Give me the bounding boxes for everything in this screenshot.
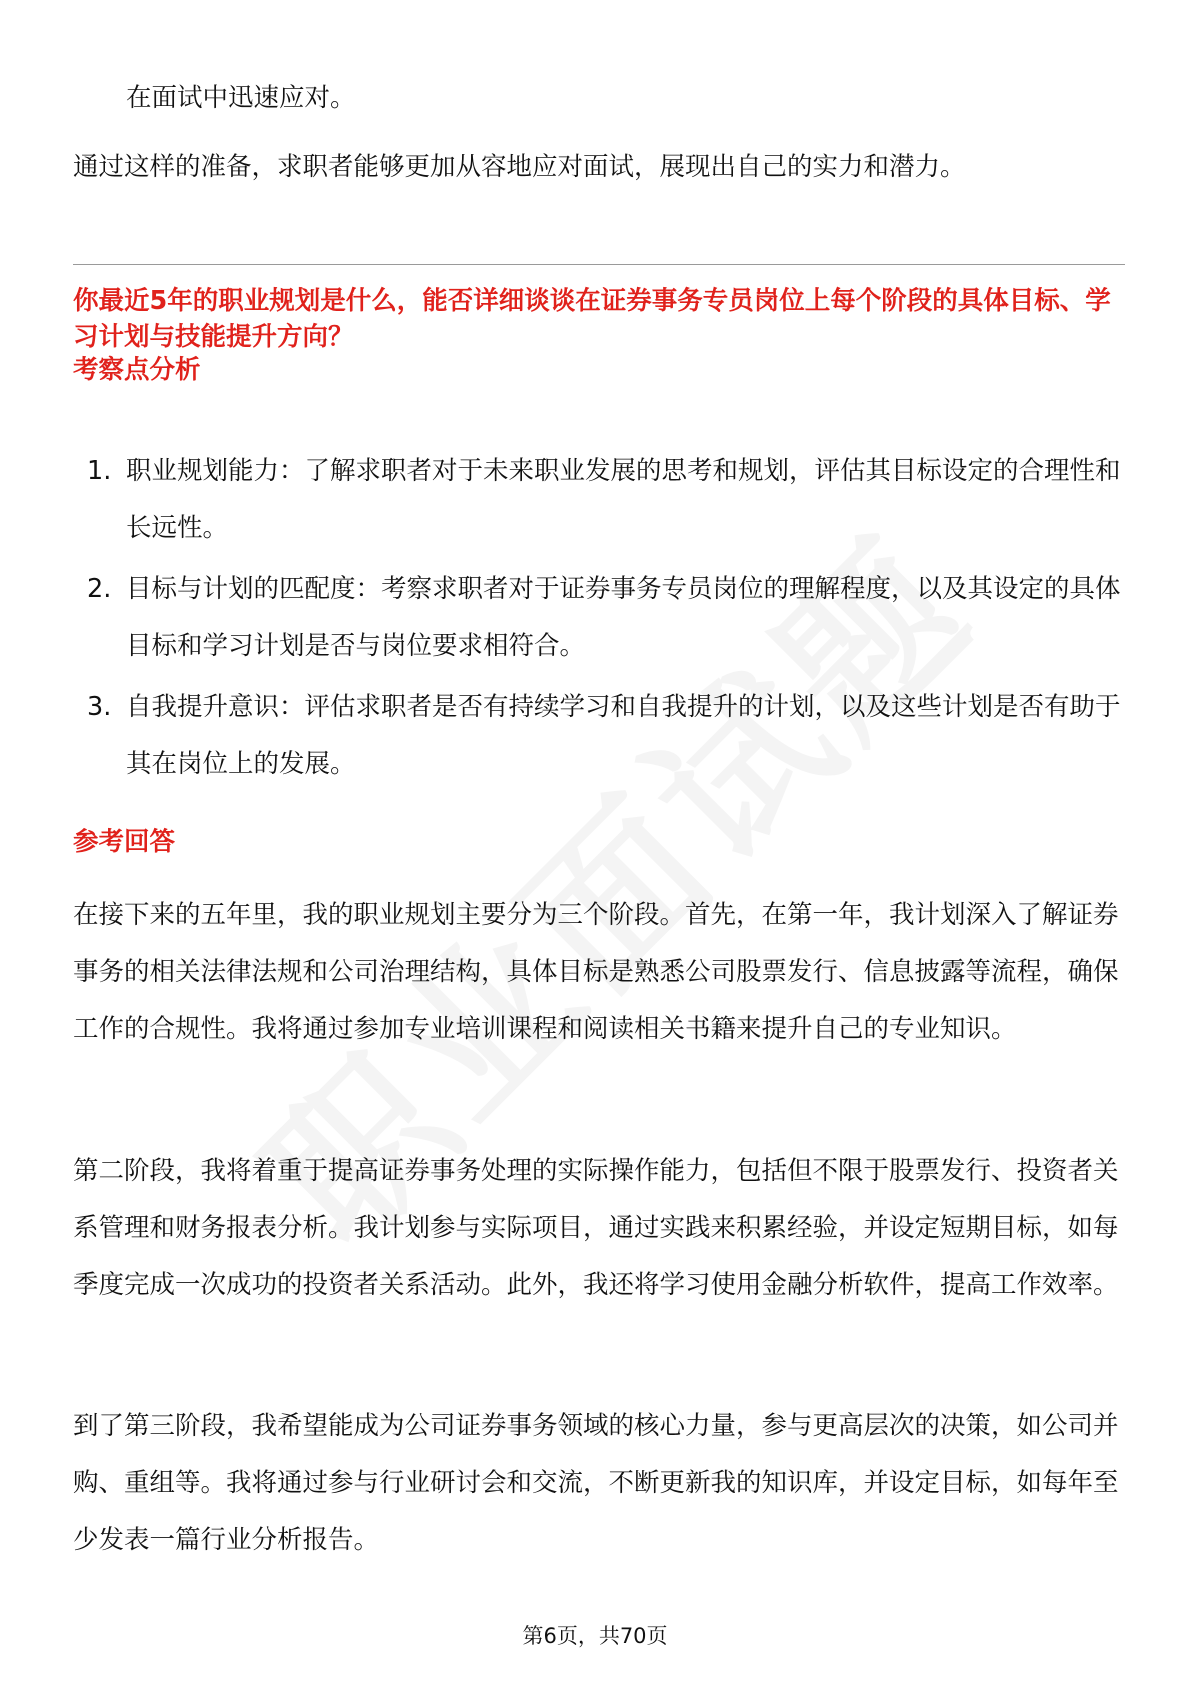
analysis-list <box>73 443 1133 797</box>
list-item-text: 目标与计划的匹配度：考察求职者对于证券事务专员岗位的理解程度，以及其设定的具体目标和学习计划是否与岗位要求相符合。 <box>126 574 1121 661</box>
continued-list-text: 在面试中迅速应对。 <box>126 83 356 113</box>
answer-heading: 参考回答 <box>73 827 176 857</box>
section-divider <box>73 264 1125 265</box>
answer-paragraph-2: 第二阶段，我将着重于提高证券事务处理的实际操作能力，包括但不限于股票发行、投资者关系管理和财务报表分析。我计划参与实际项目，通过实践来积累经验，并设定短期目标，如每季度完成一次成功的投资者关系活动。此外，我还将学习使用金融分析软件，提高工作效率。 <box>73 1156 1119 1300</box>
intro-conclusion-paragraph: 通过这样的准备，求职者能够更加从容地应对面试，展现出自己的实力和潜力。 <box>73 152 966 182</box>
answer-paragraph-1: 在接下来的五年里，我的职业规划主要分为三个阶段。首先，在第一年，我计划深入了解证券事务的相关法律法规和公司治理结构，具体目标是熟悉公司股票发行、信息披露等流程，确保工作的合规性。我将通过参加专业培训课程和阅读相关书籍来提升自己的专业知识。 <box>73 900 1119 1044</box>
analysis-item-1 <box>73 443 1133 557</box>
list-item-text: 自我提升意识：评估求职者是否有持续学习和自我提升的计划，以及这些计划是否有助于其在岗位上的发展。 <box>126 692 1121 779</box>
list-number: 2. <box>87 574 112 604</box>
question-heading: 你最近5年的职业规划是什么，能否详细谈谈在证券事务专员岗位上每个阶段的具体目标、学习计划与技能提升方向？ <box>73 286 1111 352</box>
analysis-item-3 <box>73 679 1133 793</box>
answer-paragraph-3: 到了第三阶段，我希望能成为公司证券事务领域的核心力量，参与更高层次的决策，如公司并购、重组等。我将通过参与行业研讨会和交流，不断更新我的知识库，并设定目标，如每年至少发表一篇行业分析报告。 <box>73 1411 1119 1555</box>
list-item-text: 职业规划能力：了解求职者对于未来职业发展的思考和规划，评估其目标设定的合理性和长远性。 <box>126 456 1121 543</box>
page-number-footer: 第6页，共70页 <box>522 1624 668 1648</box>
list-number: 3. <box>87 692 112 722</box>
analysis-item-2 <box>73 561 1133 675</box>
list-number: 1. <box>87 456 112 486</box>
analysis-heading: 考察点分析 <box>73 355 201 385</box>
